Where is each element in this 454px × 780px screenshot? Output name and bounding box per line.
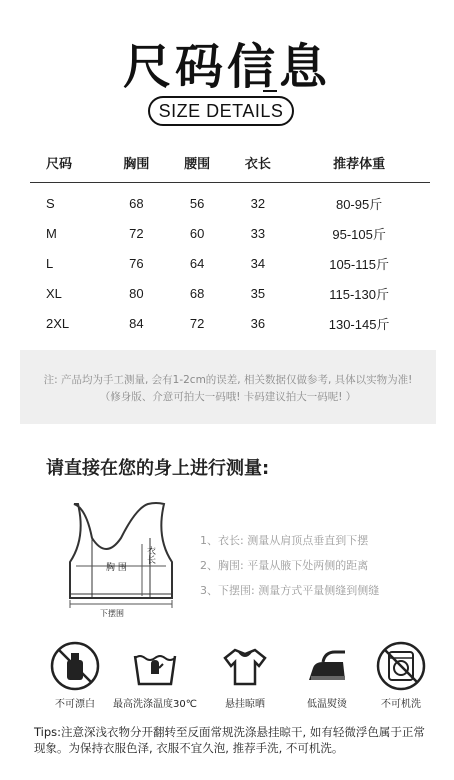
subtitle-badge: SIZE DETAILS bbox=[148, 96, 294, 126]
hem-label: 下摆围 bbox=[100, 609, 124, 618]
cell-length: 32 bbox=[250, 195, 266, 211]
cell-size: S bbox=[46, 195, 55, 211]
cell-weight: 115-130斤 bbox=[329, 286, 389, 302]
care-label-no-bleach: 不可漂白 bbox=[55, 699, 95, 710]
care-label-wash-30: 最高洗涤温度30℃ bbox=[113, 699, 197, 710]
header-chest: 胸围 bbox=[123, 156, 150, 172]
cell-size: M bbox=[46, 225, 57, 241]
note-line-1: 注: 产品均为手工测量, 会有1-2cm的误差, 相关数据仅做参考, 具体以实物为准! bbox=[43, 374, 413, 386]
header-weight: 推荐体重 bbox=[333, 156, 386, 172]
sports-bra-outline bbox=[56, 498, 186, 620]
care-tips bbox=[34, 724, 434, 756]
care-hang-dry bbox=[200, 640, 290, 710]
header-waist: 腰围 bbox=[184, 156, 211, 172]
header-size: 尺码 bbox=[46, 156, 73, 172]
cell-waist: 56 bbox=[189, 195, 205, 211]
cell-chest: 68 bbox=[129, 195, 144, 211]
cell-length: 36 bbox=[250, 315, 266, 331]
table-row bbox=[30, 308, 430, 338]
tips-line-1: Tips:注意深浅衣物分开翻转至反面常规洗涤悬挂晾干, 如有轻微浮色属于正常 bbox=[34, 725, 425, 739]
table-row bbox=[30, 248, 430, 278]
cell-chest: 72 bbox=[129, 225, 144, 241]
cell-size: L bbox=[46, 255, 54, 271]
step-length: 1、衣长: 测量从肩顶点垂直到下摆 bbox=[200, 534, 369, 547]
measure-title: 请直接在您的身上进行测量: bbox=[46, 458, 270, 479]
hang-dry-icon bbox=[219, 640, 271, 692]
no-bleach-icon bbox=[49, 640, 101, 692]
cell-waist: 72 bbox=[189, 315, 205, 331]
care-label-hang-dry: 悬挂晾晒 bbox=[225, 699, 265, 710]
care-no-bleach bbox=[30, 640, 120, 710]
note-line-2: （修身版、介意可拍大一码哦! 卡码建议拍大一码呢! ） bbox=[99, 391, 357, 403]
care-wash-30 bbox=[110, 640, 200, 710]
cell-weight: 95-105斤 bbox=[332, 226, 386, 242]
cell-weight: 130-145斤 bbox=[328, 316, 390, 332]
cell-length: 33 bbox=[250, 225, 266, 241]
garment-diagram bbox=[56, 498, 186, 624]
tips-line-2: 现象。为保持衣服色泽, 衣服不宜久泡, 推荐手洗, 不可机洗。 bbox=[34, 741, 344, 755]
cell-size: XL bbox=[46, 285, 62, 301]
care-label-no-machine-wash: 不可机洗 bbox=[381, 699, 421, 710]
cell-waist: 64 bbox=[189, 255, 205, 271]
table-row bbox=[30, 218, 430, 248]
wash-30-icon bbox=[129, 640, 181, 692]
cell-length: 35 bbox=[250, 285, 266, 301]
low-iron-icon bbox=[301, 640, 353, 692]
step-hem: 3、下摆围: 测量方式平量侧缝到侧缝 bbox=[200, 584, 380, 597]
cell-waist: 68 bbox=[189, 285, 205, 301]
table-divider bbox=[30, 182, 430, 183]
chest-label: 胸 围 bbox=[106, 563, 127, 573]
cell-chest: 80 bbox=[129, 285, 144, 301]
length-label: 衣长 bbox=[145, 546, 155, 564]
cell-chest: 84 bbox=[129, 315, 144, 331]
step-chest: 2、胸围: 平量从腋下处两侧的距离 bbox=[200, 559, 369, 572]
cell-waist: 60 bbox=[189, 225, 205, 241]
cell-size: 2XL bbox=[46, 315, 70, 331]
care-label-low-iron: 低温熨烫 bbox=[307, 699, 347, 710]
header-length: 衣长 bbox=[244, 156, 271, 172]
cell-weight: 105-115斤 bbox=[329, 256, 389, 272]
measurement-note bbox=[20, 350, 436, 424]
care-no-machine-wash bbox=[356, 640, 446, 710]
cell-length: 34 bbox=[250, 255, 266, 271]
no-machine-wash-icon bbox=[375, 640, 427, 692]
table-row bbox=[30, 278, 430, 308]
measure-steps bbox=[200, 528, 379, 603]
size-table bbox=[30, 148, 430, 338]
table-row bbox=[30, 188, 430, 218]
cell-weight: 80-95斤 bbox=[335, 196, 383, 212]
cell-chest: 76 bbox=[129, 255, 144, 271]
size-table-header bbox=[30, 148, 430, 176]
page-title: 尺码信息 bbox=[122, 39, 331, 95]
